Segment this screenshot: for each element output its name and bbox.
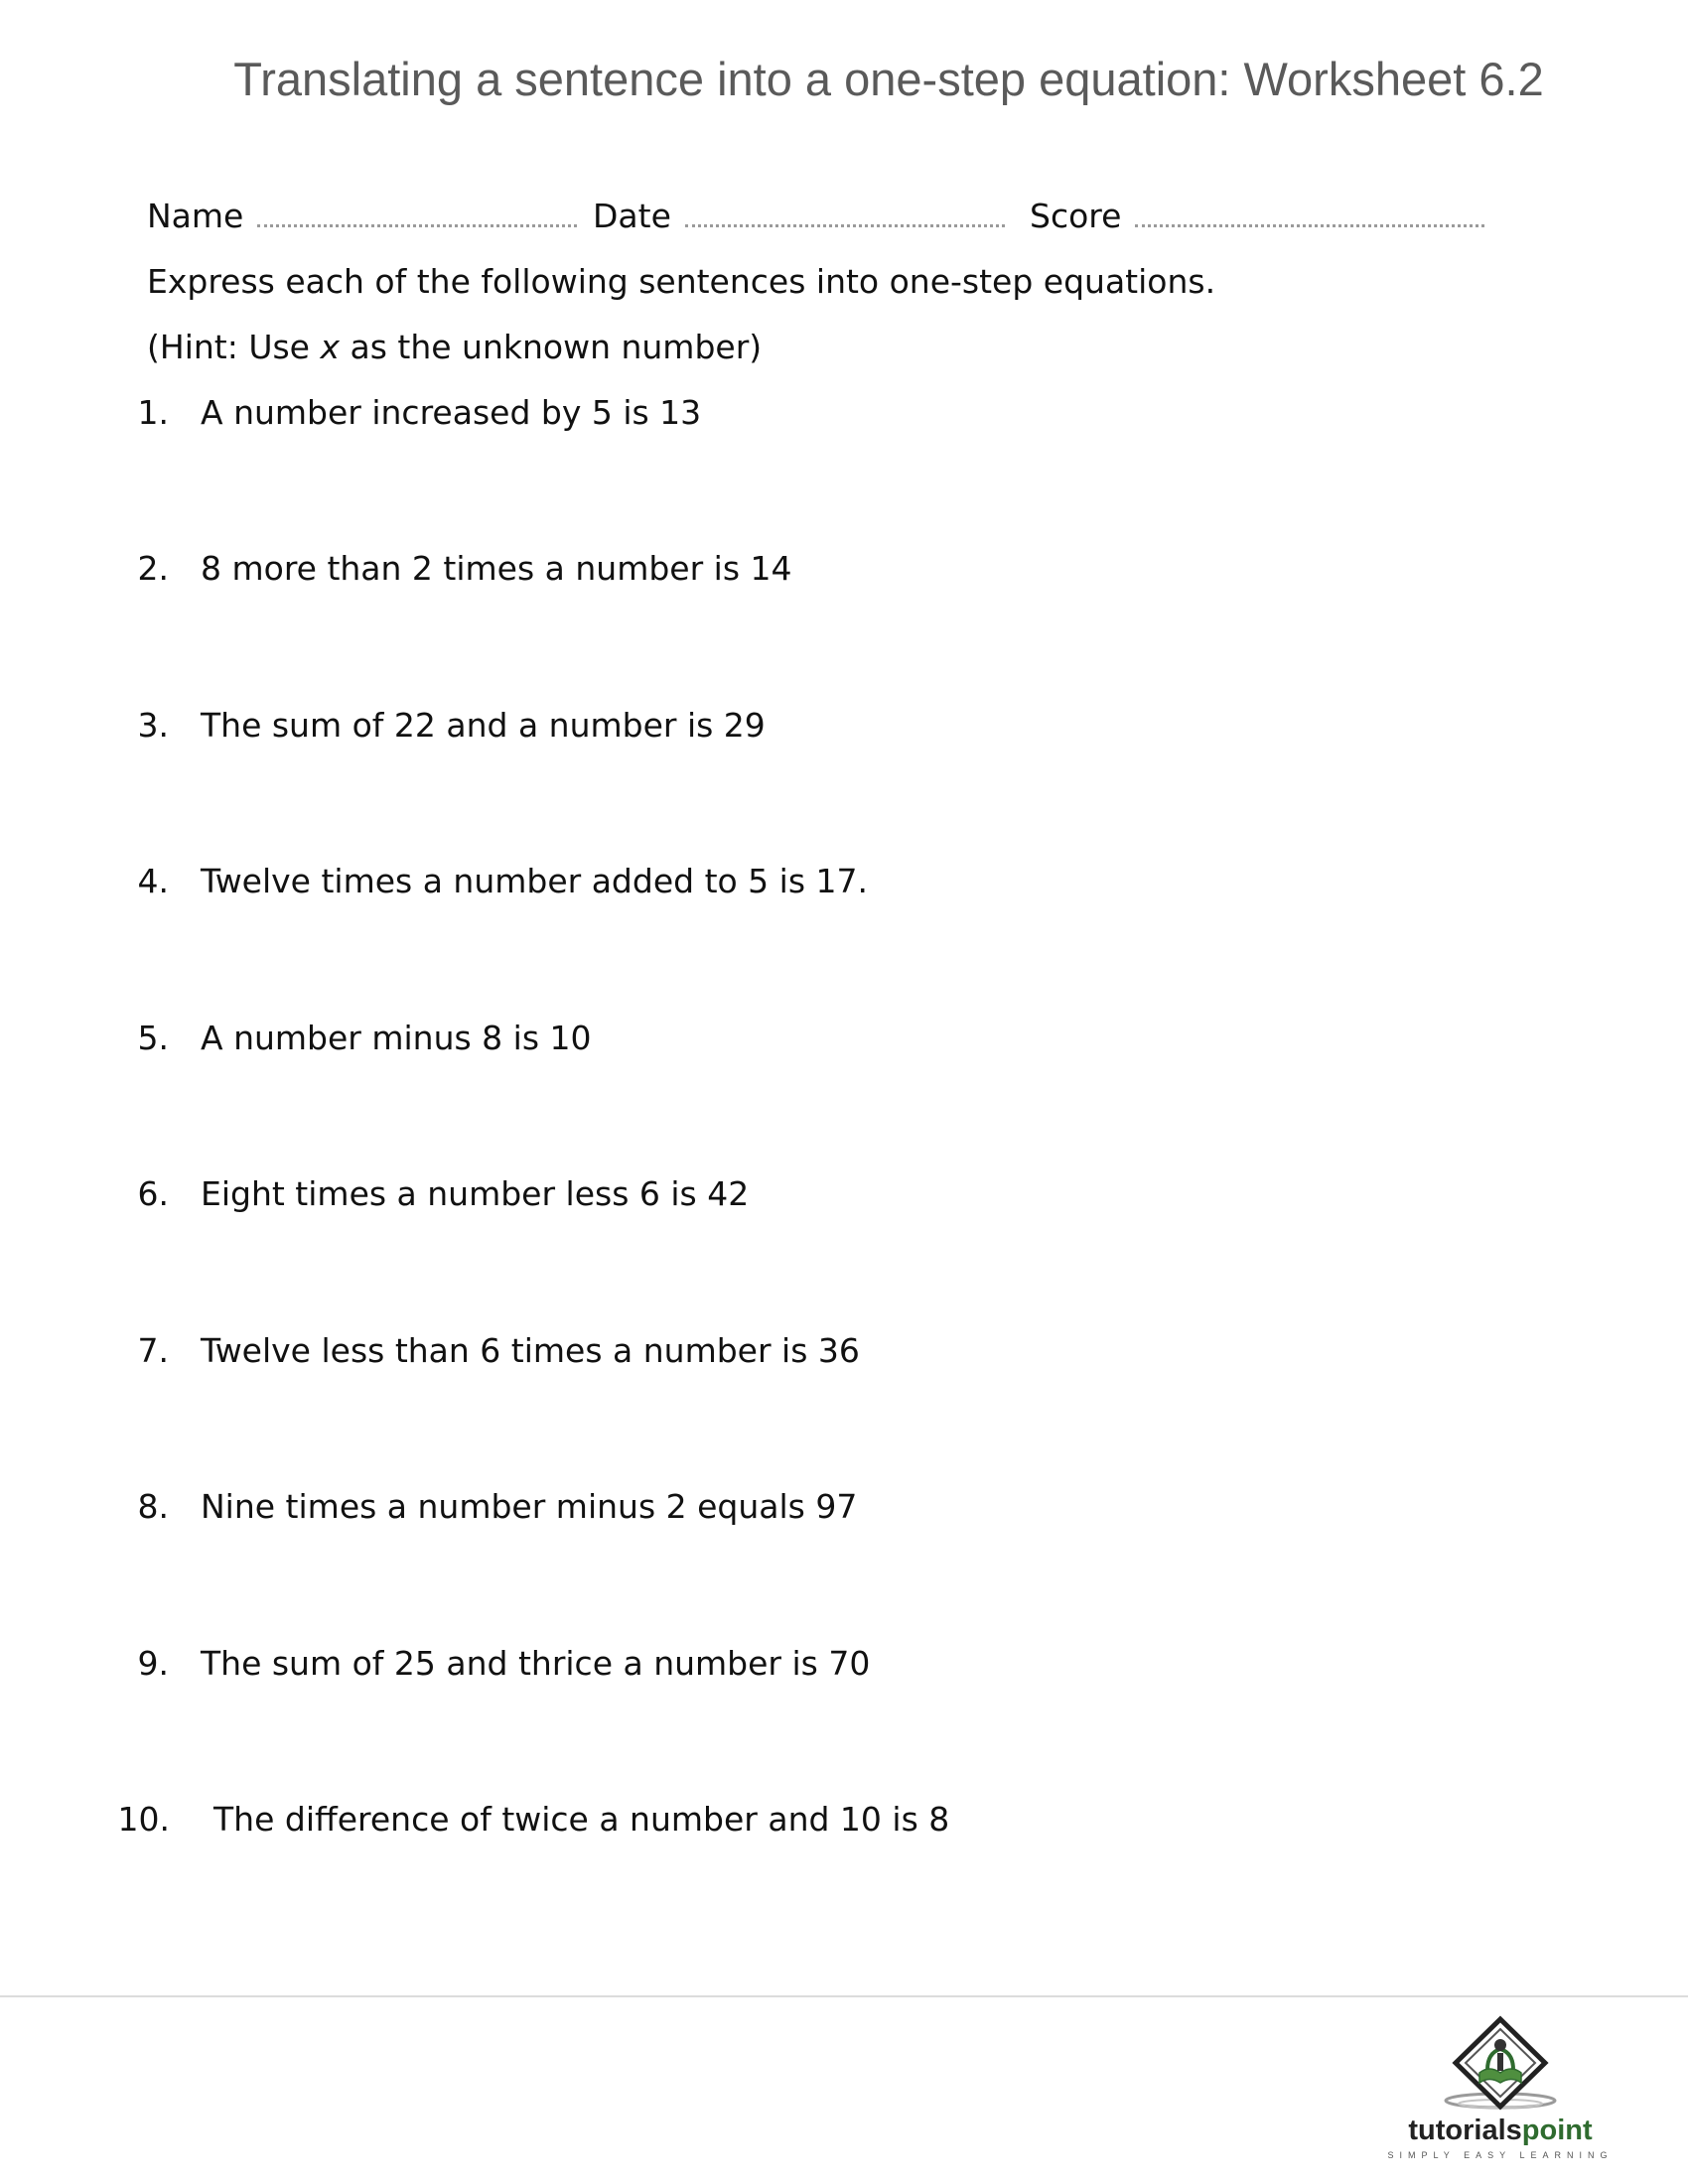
question-text: The difference of twice a number and 10 is 8 — [213, 1800, 950, 1839]
page-title: Translating a sentence into a one-step equation: Worksheet 6.2 — [233, 53, 1544, 105]
question-text: Eight times a number less 6 is 42 — [201, 1174, 750, 1213]
instructions: Express each of the following sentences into one-step equations. — [147, 262, 1216, 301]
logo-word-main: tutorials — [1408, 2115, 1522, 2146]
question-text: A number increased by 5 is 13 — [201, 393, 702, 432]
question-number: 6. — [137, 1174, 169, 1213]
question-number: 5. — [137, 1019, 169, 1057]
score-label: Score — [1030, 197, 1122, 235]
logo-word-accent: point — [1521, 2115, 1593, 2146]
question-number: 1. — [137, 393, 169, 432]
question-number: 8. — [137, 1487, 169, 1526]
footer-divider — [0, 1995, 1688, 1997]
question-text: The sum of 25 and thrice a number is 70 — [201, 1644, 871, 1683]
question-number: 10. — [117, 1800, 170, 1839]
question-text: A number minus 8 is 10 — [201, 1019, 592, 1057]
question-text: The sum of 22 and a number is 29 — [201, 706, 766, 745]
question-text: Twelve less than 6 times a number is 36 — [201, 1331, 860, 1370]
question-number: 4. — [137, 862, 169, 900]
tutorialspoint-logo — [1376, 2015, 1624, 2164]
tutorialspoint-diamond-logo-icon — [1376, 2015, 1624, 2115]
question-number: 7. — [137, 1331, 169, 1370]
logo-wordmark — [1376, 2115, 1624, 2147]
question-text: Twelve times a number added to 5 is 17. — [201, 862, 869, 900]
question-text: Nine times a number minus 2 equals 97 — [201, 1487, 858, 1526]
question-number: 2. — [137, 549, 169, 588]
question-number: 3. — [137, 706, 169, 745]
hint-suffix: as the unknown number) — [340, 328, 763, 366]
name-label: Name — [147, 197, 244, 235]
question-number: 9. — [137, 1644, 169, 1683]
hint-variable: x — [320, 328, 340, 366]
date-label: Date — [593, 197, 671, 235]
question-text: 8 more than 2 times a number is 14 — [201, 549, 792, 588]
hint-prefix: (Hint: Use — [147, 328, 321, 366]
logo-tagline: SIMPLY EASY LEARNING — [1387, 2150, 1614, 2160]
